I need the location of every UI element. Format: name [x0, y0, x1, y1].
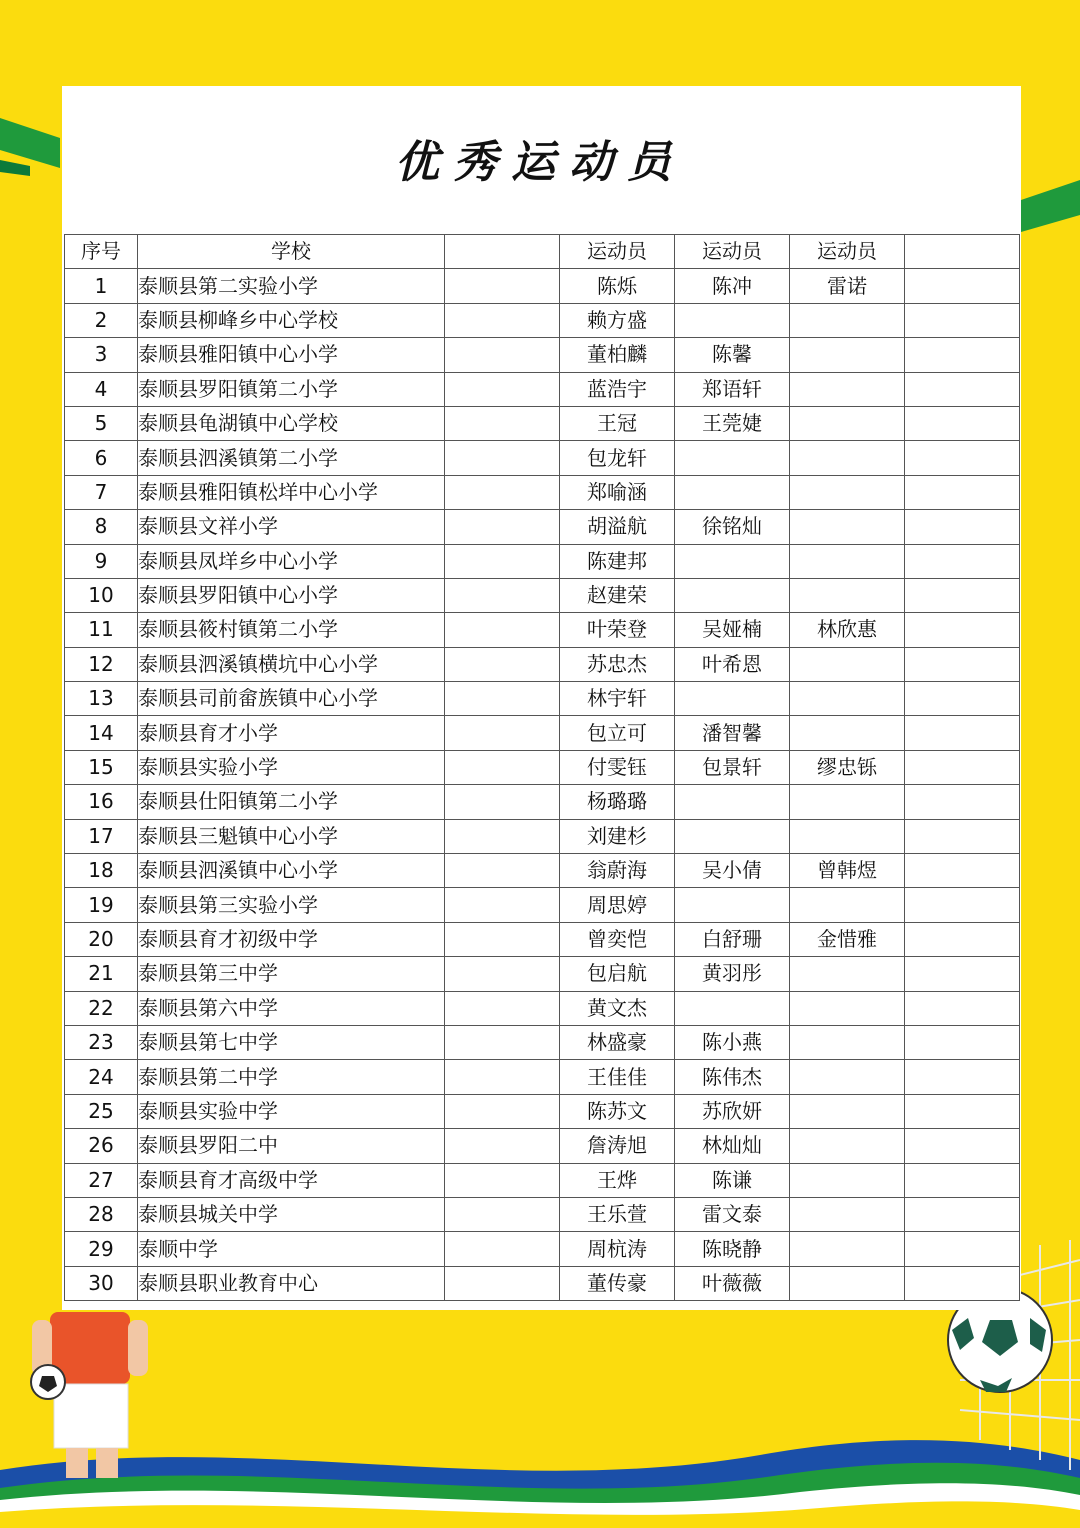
row-number: 10 [65, 578, 138, 612]
header-no: 序号 [65, 235, 138, 269]
blank-cell [445, 1025, 560, 1059]
athlete-2-name [675, 544, 790, 578]
row-number: 19 [65, 888, 138, 922]
row-number: 24 [65, 1060, 138, 1094]
table-row [65, 888, 1020, 922]
athlete-1-name: 赖方盛 [560, 303, 675, 337]
athlete-3-name [790, 819, 905, 853]
athlete-1-name: 苏忠杰 [560, 647, 675, 681]
table-row [65, 303, 1020, 337]
extra-cell [905, 269, 1020, 303]
row-number: 29 [65, 1232, 138, 1266]
athlete-1-name: 胡溢航 [560, 510, 675, 544]
table-row [65, 1163, 1020, 1197]
header-school: 学校 [138, 235, 445, 269]
extra-cell [905, 578, 1020, 612]
table-row [65, 957, 1020, 991]
row-number: 26 [65, 1129, 138, 1163]
table-row [65, 1232, 1020, 1266]
header-blank [445, 235, 560, 269]
school-name: 泰顺县筱村镇第二小学 [138, 613, 445, 647]
row-number: 30 [65, 1266, 138, 1300]
table-header-row [65, 235, 1020, 269]
athlete-3-name [790, 544, 905, 578]
athlete-1-name: 刘建杉 [560, 819, 675, 853]
athlete-3-name [790, 475, 905, 509]
athlete-3-name [790, 716, 905, 750]
extra-cell [905, 819, 1020, 853]
table-row [65, 682, 1020, 716]
athlete-1-name: 林宇轩 [560, 682, 675, 716]
row-number: 20 [65, 922, 138, 956]
athlete-1-name: 叶荣登 [560, 613, 675, 647]
table-row [65, 647, 1020, 681]
table-row [65, 1025, 1020, 1059]
athlete-2-name: 包景轩 [675, 750, 790, 784]
athlete-table [64, 234, 1020, 1301]
blank-cell [445, 750, 560, 784]
blank-cell [445, 578, 560, 612]
extra-cell [905, 922, 1020, 956]
blank-cell [445, 372, 560, 406]
row-number: 9 [65, 544, 138, 578]
table-row [65, 854, 1020, 888]
athlete-3-name: 林欣惠 [790, 613, 905, 647]
soccer-player-illustration [31, 1312, 148, 1478]
header-athlete-2: 运动员 [675, 235, 790, 269]
blank-cell [445, 1060, 560, 1094]
school-name: 泰顺县柳峰乡中心学校 [138, 303, 445, 337]
athlete-1-name: 王烨 [560, 1163, 675, 1197]
table-row [65, 1129, 1020, 1163]
row-number: 8 [65, 510, 138, 544]
athlete-1-name: 包立可 [560, 716, 675, 750]
school-name: 泰顺县泗溪镇中心小学 [138, 854, 445, 888]
extra-cell [905, 750, 1020, 784]
athlete-2-name: 陈冲 [675, 269, 790, 303]
athlete-2-name: 白舒珊 [675, 922, 790, 956]
athlete-1-name: 曾奕恺 [560, 922, 675, 956]
table-row [65, 750, 1020, 784]
athlete-1-name: 蓝浩宇 [560, 372, 675, 406]
blank-cell [445, 888, 560, 922]
row-number: 7 [65, 475, 138, 509]
blank-cell [445, 716, 560, 750]
athlete-3-name [790, 1197, 905, 1231]
extra-cell [905, 854, 1020, 888]
athlete-3-name [790, 647, 905, 681]
school-name: 泰顺县育才初级中学 [138, 922, 445, 956]
athlete-1-name: 王冠 [560, 406, 675, 440]
row-number: 17 [65, 819, 138, 853]
table-row [65, 1266, 1020, 1300]
blank-cell [445, 785, 560, 819]
blank-cell [445, 1197, 560, 1231]
athlete-2-name: 陈伟杰 [675, 1060, 790, 1094]
extra-cell [905, 1232, 1020, 1266]
athlete-1-name: 陈烁 [560, 269, 675, 303]
row-number: 2 [65, 303, 138, 337]
athlete-3-name [790, 1094, 905, 1128]
extra-cell [905, 682, 1020, 716]
school-name: 泰顺县罗阳二中 [138, 1129, 445, 1163]
blank-cell [445, 441, 560, 475]
athlete-3-name [790, 1163, 905, 1197]
table-row [65, 1060, 1020, 1094]
school-name: 泰顺县第三实验小学 [138, 888, 445, 922]
athlete-1-name: 王佳佳 [560, 1060, 675, 1094]
athlete-2-name [675, 682, 790, 716]
athlete-2-name: 陈晓静 [675, 1232, 790, 1266]
row-number: 18 [65, 854, 138, 888]
athlete-2-name: 吴小倩 [675, 854, 790, 888]
school-name: 泰顺县雅阳镇中心小学 [138, 338, 445, 372]
blank-cell [445, 303, 560, 337]
athlete-1-name: 陈建邦 [560, 544, 675, 578]
blank-cell [445, 647, 560, 681]
blank-cell [445, 991, 560, 1025]
athlete-1-name: 翁蔚海 [560, 854, 675, 888]
school-name: 泰顺县泗溪镇第二小学 [138, 441, 445, 475]
row-number: 21 [65, 957, 138, 991]
athlete-3-name [790, 1129, 905, 1163]
blank-cell [445, 682, 560, 716]
athlete-3-name [790, 578, 905, 612]
athlete-2-name: 苏欣妍 [675, 1094, 790, 1128]
blank-cell [445, 510, 560, 544]
school-name: 泰顺中学 [138, 1232, 445, 1266]
extra-cell [905, 1129, 1020, 1163]
extra-cell [905, 1197, 1020, 1231]
athlete-2-name [675, 578, 790, 612]
blank-cell [445, 922, 560, 956]
athlete-2-name: 陈小燕 [675, 1025, 790, 1059]
extra-cell [905, 475, 1020, 509]
school-name: 泰顺县罗阳镇中心小学 [138, 578, 445, 612]
extra-cell [905, 510, 1020, 544]
athlete-1-name: 林盛豪 [560, 1025, 675, 1059]
row-number: 27 [65, 1163, 138, 1197]
row-number: 15 [65, 750, 138, 784]
extra-cell [905, 888, 1020, 922]
school-name: 泰顺县城关中学 [138, 1197, 445, 1231]
athlete-3-name [790, 510, 905, 544]
row-number: 16 [65, 785, 138, 819]
athlete-3-name: 缪忠铄 [790, 750, 905, 784]
table-row [65, 372, 1020, 406]
athlete-1-name: 包龙轩 [560, 441, 675, 475]
athlete-1-name: 郑喻涵 [560, 475, 675, 509]
extra-cell [905, 1094, 1020, 1128]
blank-cell [445, 957, 560, 991]
athlete-2-name: 叶希恩 [675, 647, 790, 681]
blank-cell [445, 1163, 560, 1197]
school-name: 泰顺县育才高级中学 [138, 1163, 445, 1197]
header-athlete-1: 运动员 [560, 235, 675, 269]
extra-cell [905, 544, 1020, 578]
athlete-2-name: 黄羽彤 [675, 957, 790, 991]
extra-cell [905, 957, 1020, 991]
blank-cell [445, 1129, 560, 1163]
athlete-3-name [790, 1232, 905, 1266]
table-row [65, 578, 1020, 612]
school-name: 泰顺县第二实验小学 [138, 269, 445, 303]
table-row [65, 1197, 1020, 1231]
athlete-3-name [790, 303, 905, 337]
athlete-3-name: 雷诺 [790, 269, 905, 303]
athlete-3-name [790, 372, 905, 406]
row-number: 3 [65, 338, 138, 372]
athlete-3-name [790, 338, 905, 372]
athlete-3-name [790, 1266, 905, 1300]
athlete-1-name: 包启航 [560, 957, 675, 991]
table-row [65, 785, 1020, 819]
row-number: 1 [65, 269, 138, 303]
school-name: 泰顺县三魁镇中心小学 [138, 819, 445, 853]
athlete-1-name: 周杭涛 [560, 1232, 675, 1266]
school-name: 泰顺县仕阳镇第二小学 [138, 785, 445, 819]
athlete-3-name [790, 888, 905, 922]
athlete-2-name: 叶薇薇 [675, 1266, 790, 1300]
blank-cell [445, 854, 560, 888]
school-name: 泰顺县凤垟乡中心小学 [138, 544, 445, 578]
row-number: 4 [65, 372, 138, 406]
athlete-3-name [790, 682, 905, 716]
athlete-1-name: 周思婷 [560, 888, 675, 922]
table-row [65, 922, 1020, 956]
athlete-2-name: 徐铭灿 [675, 510, 790, 544]
school-name: 泰顺县第七中学 [138, 1025, 445, 1059]
athlete-2-name [675, 441, 790, 475]
table-row [65, 441, 1020, 475]
row-number: 5 [65, 406, 138, 440]
athlete-2-name [675, 888, 790, 922]
athlete-3-name [790, 957, 905, 991]
table-row [65, 338, 1020, 372]
athlete-3-name [790, 1060, 905, 1094]
athlete-3-name [790, 785, 905, 819]
extra-cell [905, 613, 1020, 647]
blank-cell [445, 613, 560, 647]
athlete-1-name: 王乐萱 [560, 1197, 675, 1231]
blank-cell [445, 1232, 560, 1266]
extra-cell [905, 1266, 1020, 1300]
row-number: 13 [65, 682, 138, 716]
table-row [65, 406, 1020, 440]
extra-cell [905, 372, 1020, 406]
blank-cell [445, 338, 560, 372]
school-name: 泰顺县罗阳镇第二小学 [138, 372, 445, 406]
row-number: 28 [65, 1197, 138, 1231]
athlete-3-name [790, 441, 905, 475]
extra-cell [905, 647, 1020, 681]
school-name: 泰顺县育才小学 [138, 716, 445, 750]
row-number: 23 [65, 1025, 138, 1059]
table-row [65, 475, 1020, 509]
athlete-2-name: 郑语轩 [675, 372, 790, 406]
row-number: 14 [65, 716, 138, 750]
athlete-1-name: 董传豪 [560, 1266, 675, 1300]
blank-cell [445, 475, 560, 509]
extra-cell [905, 785, 1020, 819]
school-name: 泰顺县第六中学 [138, 991, 445, 1025]
athlete-1-name: 陈苏文 [560, 1094, 675, 1128]
athlete-2-name: 王莞婕 [675, 406, 790, 440]
school-name: 泰顺县实验小学 [138, 750, 445, 784]
school-name: 泰顺县泗溪镇横坑中心小学 [138, 647, 445, 681]
extra-cell [905, 338, 1020, 372]
extra-cell [905, 991, 1020, 1025]
table-row [65, 269, 1020, 303]
athlete-1-name: 付雯钰 [560, 750, 675, 784]
athlete-2-name: 潘智馨 [675, 716, 790, 750]
athlete-2-name [675, 475, 790, 509]
blank-cell [445, 1266, 560, 1300]
table-row [65, 819, 1020, 853]
table-row [65, 716, 1020, 750]
extra-cell [905, 406, 1020, 440]
school-name: 泰顺县第二中学 [138, 1060, 445, 1094]
blank-cell [445, 406, 560, 440]
header-extra [905, 235, 1020, 269]
athlete-2-name: 吴娅楠 [675, 613, 790, 647]
header-athlete-3: 运动员 [790, 235, 905, 269]
extra-cell [905, 1060, 1020, 1094]
school-name: 泰顺县实验中学 [138, 1094, 445, 1128]
athlete-3-name [790, 1025, 905, 1059]
extra-cell [905, 1163, 1020, 1197]
table-row [65, 613, 1020, 647]
athlete-1-name: 杨璐璐 [560, 785, 675, 819]
row-number: 12 [65, 647, 138, 681]
athlete-1-name: 黄文杰 [560, 991, 675, 1025]
row-number: 22 [65, 991, 138, 1025]
table-row [65, 544, 1020, 578]
athlete-2-name [675, 991, 790, 1025]
page-title: 优秀运动员 [395, 137, 685, 188]
athlete-3-name: 曾韩煜 [790, 854, 905, 888]
school-name: 泰顺县第三中学 [138, 957, 445, 991]
athlete-3-name [790, 991, 905, 1025]
school-name: 泰顺县职业教育中心 [138, 1266, 445, 1300]
table-row [65, 991, 1020, 1025]
athlete-2-name [675, 785, 790, 819]
athlete-2-name [675, 819, 790, 853]
blank-cell [445, 269, 560, 303]
athlete-1-name: 董柏麟 [560, 338, 675, 372]
extra-cell [905, 716, 1020, 750]
athlete-2-name: 林灿灿 [675, 1129, 790, 1163]
extra-cell [905, 303, 1020, 337]
athlete-2-name: 陈馨 [675, 338, 790, 372]
extra-cell [905, 441, 1020, 475]
athlete-2-name: 陈谦 [675, 1163, 790, 1197]
table-row [65, 510, 1020, 544]
school-name: 泰顺县司前畲族镇中心小学 [138, 682, 445, 716]
athlete-1-name: 赵建荣 [560, 578, 675, 612]
school-name: 泰顺县雅阳镇松垟中心小学 [138, 475, 445, 509]
blank-cell [445, 1094, 560, 1128]
athlete-3-name: 金惜雅 [790, 922, 905, 956]
row-number: 6 [65, 441, 138, 475]
table-row [65, 1094, 1020, 1128]
extra-cell [905, 1025, 1020, 1059]
blank-cell [445, 544, 560, 578]
school-name: 泰顺县文祥小学 [138, 510, 445, 544]
school-name: 泰顺县龟湖镇中心学校 [138, 406, 445, 440]
row-number: 11 [65, 613, 138, 647]
athlete-2-name [675, 303, 790, 337]
blank-cell [445, 819, 560, 853]
athlete-1-name: 詹涛旭 [560, 1129, 675, 1163]
row-number: 25 [65, 1094, 138, 1128]
athlete-2-name: 雷文泰 [675, 1197, 790, 1231]
athlete-3-name [790, 406, 905, 440]
